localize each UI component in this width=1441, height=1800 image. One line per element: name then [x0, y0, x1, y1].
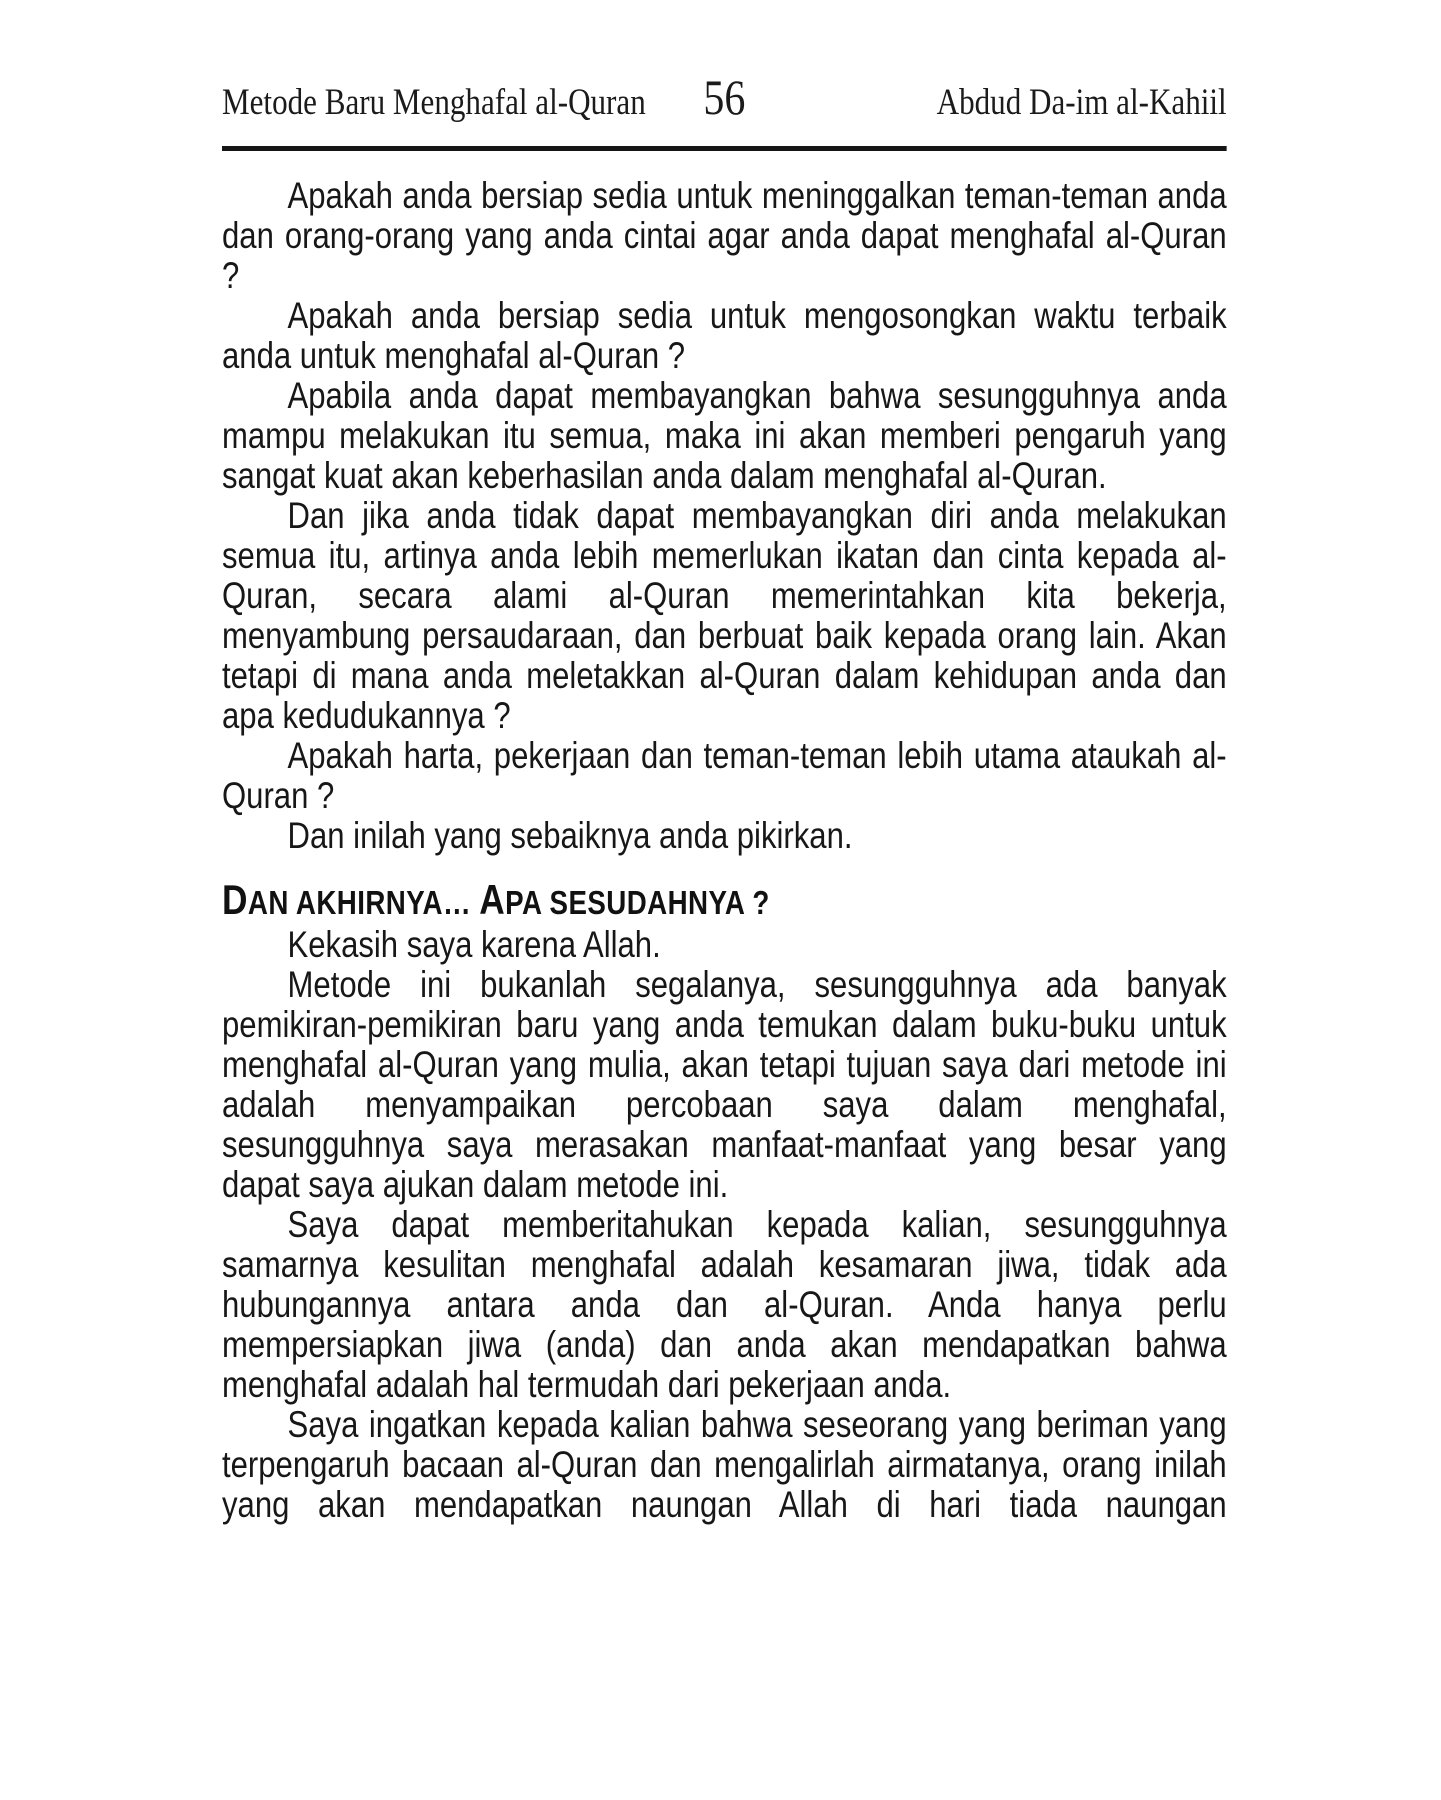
paragraph: Kekasih saya karena Allah.	[287, 924, 661, 965]
header-book-title: Metode Baru Menghafal al-Quran	[222, 82, 646, 123]
paragraph: Saya ingatkan kepada kalian bahwa seseorang yang beriman yang terpengaruh bacaan al-Quran dan mengalirlah airmatanya, orang inilah yang akan mendapatkan naungan Allah di hari tiada naungan	[222, 1404, 1227, 1525]
header-page-number: 56	[703, 69, 746, 125]
paragraph: Apabila anda dapat membayangkan bahwa sesungguhnya anda mampu melakukan itu semua, maka ini akan memberi pengaruh yang sangat kuat akan keberhasilan anda dalam menghafal al-Quran.	[222, 375, 1227, 496]
paragraph: Saya dapat memberitahukan kepada kalian, sesungguhnya samarnya kesulitan menghafal adalah kesamaran jiwa, tidak ada hubungannya antara anda dan al-Quran. Anda hanya perlu mempersiapkan jiwa (anda) dan anda akan mendapatkan bahwa menghafal adalah hal termudah dari pekerjaan anda.	[222, 1204, 1227, 1405]
page-content-column	[222, 0, 1227, 1800]
heading-initial: A	[479, 876, 506, 923]
paragraph: Dan jika anda tidak dapat membayangkan diri anda melakukan semua itu, artinya anda lebih memerlukan ikatan dan cinta kepada al-Quran, secara alami al-Quran memerintahkan kita bekerja, menyambung persaudaraan, dan berbuat baik kepada orang lain. Akan tetapi di mana anda meletakkan al-Quran dalam kehidupan anda dan apa kedudukannya ?	[222, 495, 1227, 736]
heading-caps: PA SESUDAHNYA ?	[505, 884, 770, 921]
paragraph: Apakah harta, pekerjaan dan teman-teman lebih utama ataukah al-Quran ?	[222, 735, 1227, 816]
header-author: Abdud Da-im al-Kahiil	[936, 82, 1227, 123]
paragraph: Metode ini bukanlah segalanya, sesungguhnya ada banyak pemikiran-pemikiran baru yang anda temukan dalam buku-buku untuk menghafal al-Quran yang mulia, akan tetapi tujuan saya dari metode ini adalah menyampaikan percobaan saya dalam menghafal, sesungguhnya saya merasakan manfaat-manfaat yang besar yang dapat saya ajukan dalam metode ini.	[222, 964, 1227, 1205]
section-heading	[222, 878, 1227, 925]
heading-initial: D	[222, 876, 248, 923]
paragraph: Apakah anda bersiap sedia untuk mengosongkan waktu terbaik anda untuk menghafal al-Quran ?	[222, 295, 1227, 376]
paragraph: Apakah anda bersiap sedia untuk meninggalkan teman-teman anda dan orang-orang yang anda cintai agar anda dapat menghafal al-Quran ?	[222, 175, 1227, 296]
paragraph: Dan inilah yang sebaiknya anda pikirkan.	[287, 815, 853, 856]
heading-caps: AN AKHIRNYA…	[247, 884, 480, 921]
header-divider-rule	[222, 146, 1227, 151]
body-text	[222, 176, 1227, 1525]
